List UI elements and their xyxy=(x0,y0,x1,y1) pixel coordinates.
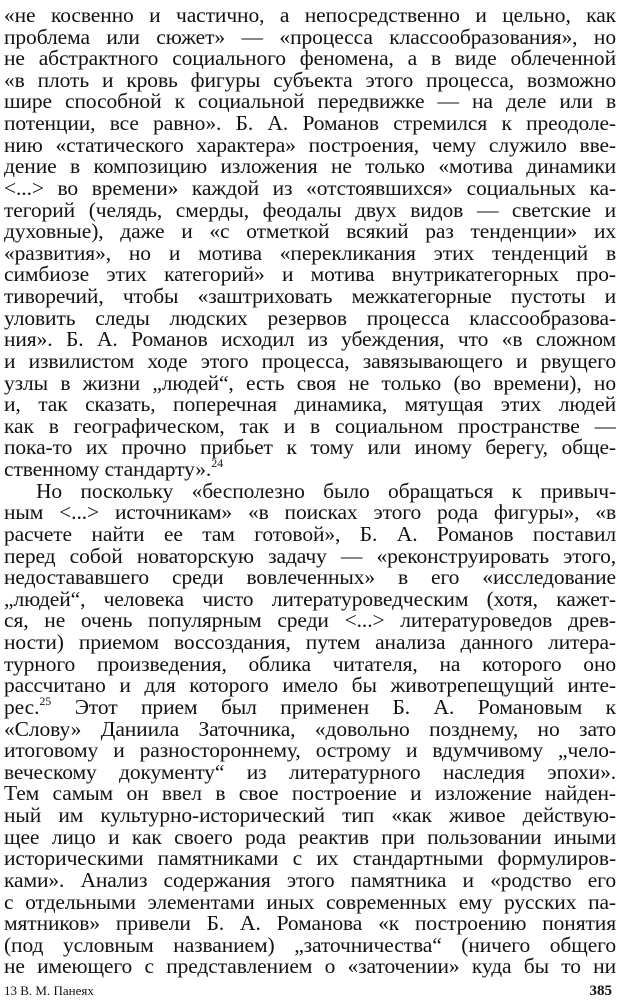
text-line: итоговому и разностороннему, острому и вдумчивому „чело- xyxy=(4,738,616,763)
text-line: перед собой новаторскую задачу — «реконструировать этого, xyxy=(4,543,616,568)
text-line: потенции, все равно». Б. А. Романов стремился к преодоле- xyxy=(4,111,616,136)
text-line: щее лицо и как своего рода реактив при пользовании иными xyxy=(4,824,616,849)
text-line: и, так сказать, поперечная динамика, мятущая этих людей xyxy=(4,392,616,417)
text-line: ния». Б. А. Романов исходил из убеждения, что «в сложном xyxy=(4,327,616,352)
text-line: <...> во времени» каждой из «отстоявшихся» социальных ка- xyxy=(4,175,616,200)
text-line: ками». Анализ содержания этого памятника и «родство его xyxy=(4,867,616,892)
text-line: уловить следы людских резервов процесса классообразова- xyxy=(4,305,616,330)
text-line: историческими памятниками с их стандартными формулиров- xyxy=(4,846,616,871)
text-line: как в географическом, так и в социальном пространстве — xyxy=(4,413,616,438)
text-line: с отдельными элементами иных современных ему русских па- xyxy=(4,889,616,914)
text-line: проблема или сюжет» — «процесса классообразования», но xyxy=(4,24,616,49)
text-line: «Слову» Даниила Заточника, «довольно позднему, но зато xyxy=(4,716,616,741)
text-line: нию «статического характера» построения, чему служило вве- xyxy=(4,132,616,157)
text-line: тегорий (челядь, смерды, феодалы двух видов — светские и xyxy=(4,197,616,222)
text-line: пока-то их прочно прибьет к тому или иному берегу, обще- xyxy=(4,435,616,460)
page-number: 385 xyxy=(589,983,612,999)
text-line: шире способной к социальной передвижке — на деле или в xyxy=(4,89,616,114)
text-line: «развития», но и мотива «перекликания этих тенденций в xyxy=(4,240,616,265)
text-line: недостававшего среди вовлеченных» в его «исследование xyxy=(4,565,616,590)
text-fragment: рес. xyxy=(4,694,40,719)
text-line: «в плоть и кровь фигуры субъекта этого процесса, возможно xyxy=(4,67,616,92)
text-line: (под условным названием) „заточничества“ (ничего общего xyxy=(4,932,616,957)
footnote-ref: 24 xyxy=(211,456,224,471)
text-line: веческому документу“ из литературного наследия эпохи». xyxy=(4,759,616,784)
text-fragment: ственному стандарту». xyxy=(4,457,212,482)
text-line: ный им культурно-исторический тип «как живое действую- xyxy=(4,803,616,828)
text-line: узлы в жизни „людей“, есть своя не только (во времени), но xyxy=(4,370,616,395)
text-line: ности) приемом воссоздания, путем анализа данного литера- xyxy=(4,630,616,655)
text-line: ся, не очень популярным среди <...> литературоведов древ- xyxy=(4,608,616,633)
text-line: „людей“, человека чисто литературоведческим (хотя, кажет- xyxy=(4,586,616,611)
text-line: расчете найти ее там готовой», Б. А. Романов поставил xyxy=(4,521,616,546)
text-line: мятников» привели Б. А. Романова «к построению понятия xyxy=(4,911,616,936)
text-line: дение в композицию изложения не только «мотива динамики xyxy=(4,154,616,179)
text-line: ным <...> источникам» «в поисках этого рода фигуры», «в xyxy=(4,500,616,525)
text-line: и извилистом ходе этого процесса, завязывающего и рвущего xyxy=(4,348,616,373)
text-line: рассчитано и для которого имело бы животрепещущий инте- xyxy=(4,673,616,698)
footnote-ref: 25 xyxy=(39,693,52,708)
text-line: не имеющего с представлением о «заточении» куда бы то ни xyxy=(4,954,616,979)
text-line: турного произведения, облика читателя, на которого оно xyxy=(4,651,616,676)
text-line: не абстрактного социального феномена, а в виде облеченной xyxy=(4,46,616,71)
text-line-paragraph-start: Но поскольку «бесполезно было обращаться к привыч- xyxy=(36,478,616,503)
text-line: «не косвенно и частично, а непосредственно и цельно, как xyxy=(4,3,616,27)
text-fragment: Этот прием был применен Б. А. Романовым к xyxy=(74,694,616,719)
text-line: Тем самым он ввел в свое построение и изложение найден- xyxy=(4,781,616,806)
printer-signature: 13 В. М. Панеях xyxy=(4,983,94,998)
text-line: симбиозе этих категорий» и мотива внутрикатегорных про- xyxy=(4,262,616,287)
text-line: тиворечий, чтобы «заштриховать межкатегорные пустоты и xyxy=(4,284,616,309)
text-line: духовные), даже и «с отметкой всякий раз тенденции» их xyxy=(4,219,616,244)
